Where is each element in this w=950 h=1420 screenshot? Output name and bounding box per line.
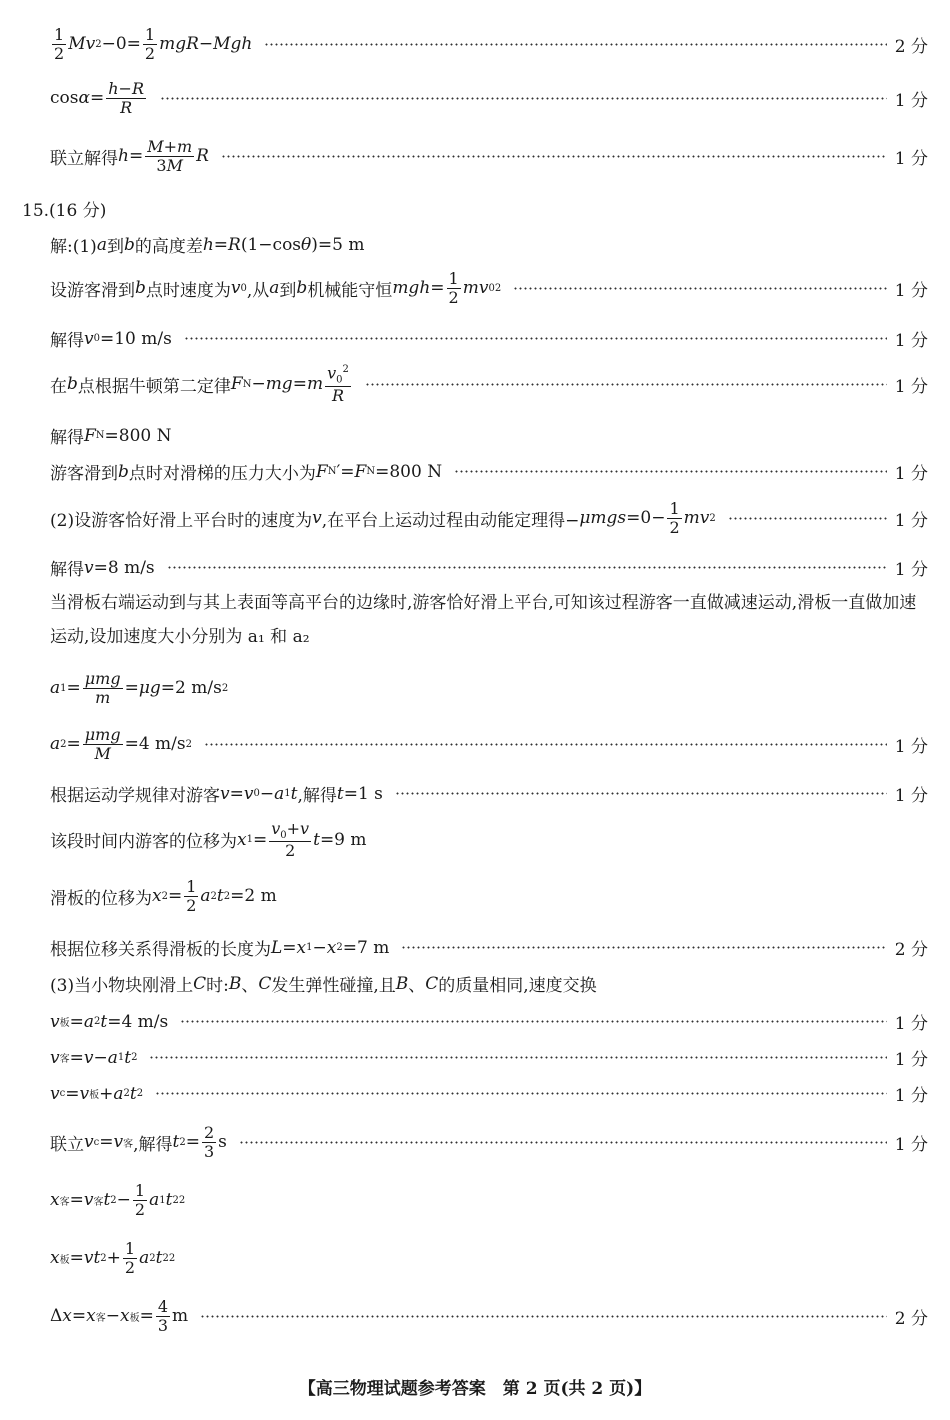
answer-expression: x 板 = vt 2 + $\frac{1}{2}$ a 2 t 2 2 [50,1239,176,1277]
score: 1 分 [894,280,928,301]
question-heading [22,196,928,221]
score: 1 分 [894,148,928,169]
answer-expression: 滑板的位移为 x 2 = $\frac{1}{2}$ a 2 t 2 =2 m [50,877,277,915]
answer-expression: 在 b 点根据牛顿第二定律 F N − mg = m $\frac{v_0^2}{R}$ [50,363,349,405]
answer-line [50,26,928,62]
score: 1 分 [894,1050,928,1070]
answer-expression: 解得 v 0 =10 m/s [50,328,172,351]
answer-line [50,781,928,806]
score: 1 分 [894,331,928,351]
answer-line [50,555,928,580]
score: 1 分 [894,1134,928,1155]
score: 1 分 [894,376,928,397]
answer-expression: (3)当小物块刚滑上 C 时: B 、 C 发生弹性碰撞,且 B 、 C 的质量相同,速度交换 [50,973,597,996]
answer-line [50,459,928,484]
answer-expression: Δ x = x 客 − x 板 = $\frac{4}{3}$ m [50,1297,189,1335]
score: 2 分 [894,36,928,57]
score: 1 分 [894,1014,928,1034]
answer-expression: 联立 v c = v 客 ,解得 t 2 = $\frac{2}{3}$ s [50,1123,227,1161]
answer-expression: (2)设游客恰好滑上平台时的速度为 v ,在平台上运动过程由动能定理得− μmgs =0− $\frac{1}{2}$ mv 2 [50,499,716,537]
answer-line [50,326,928,351]
score: 1 分 [894,736,928,757]
answer-expression: 解得 v =8 m/s [50,557,155,580]
answer-expression: 联立解得 h = $\frac{M+m}{3M}$ R [50,137,209,175]
answer-expression: 根据运动学规律对游客 v = v 0 − a 1 t ,解得 t =1 s [50,783,383,806]
score: 1 分 [894,464,928,484]
answer-expression: a 2 = $\frac{\text{μmg}}{M}$ =4 m/s 2 [50,725,192,763]
answer-line [50,1240,928,1276]
answer-expression: 游客滑到 b 点时对滑梯的压力大小为 F N ′= F N =800 N [50,461,443,484]
score: 2 分 [894,940,928,960]
answer-line [50,138,928,174]
answer-expression: 根据位移关系得滑板的长度为 L = x 1 − x 2 =7 m [50,937,390,960]
answer-line [50,1298,928,1334]
answer-line [50,820,928,860]
score: 1 分 [894,90,928,111]
answer-line [50,1081,928,1106]
answer-expression: 设游客滑到 b 点时速度为 v 0 ,从 a 到 b 机械能守恒 mgh = $\frac{1}{2}$ mv 0 2 [50,269,502,307]
answer-line [50,1045,928,1070]
score: 1 分 [894,1086,928,1106]
score: 1 分 [894,786,928,806]
answer-expression: v c = v 板 + a 2 t 2 [50,1083,144,1104]
answer-expression: v 板 = a 2 t =4 m/s [50,1011,169,1032]
answer-line [50,80,928,116]
answer-expression: 该段时间内游客的位移为 x 1 = $\frac{v_0+v}{2}$ t =9 m [50,819,367,861]
answer-line [50,1009,928,1034]
answer-line [50,1182,928,1218]
answer-line [50,670,928,706]
answer-line [50,726,928,762]
answer-expression: 解:(1) a 到 b 的高度差 h = R (1−cos θ )=5 m [50,234,365,257]
answer-expression: x 客 = v 客 t 2 − $\frac{1}{2}$ a 1 t 2 2 [50,1181,186,1219]
answer-line [50,935,928,960]
answer-line [50,270,928,306]
answer-line [50,1124,928,1160]
answer-line [50,232,928,257]
answer-expression: $\frac{1}{2}$ Mv 2 −0= $\frac{1}{2}$ mgR − Mgh [54,25,253,63]
answer-line [50,971,928,996]
page-footer: 【高三物理试题参考答案 第 2 页(共 2 页)】 [298,1379,652,1399]
score: 2 分 [894,1308,928,1329]
answer-expression: cos α = $\frac{h-R}{R}$ [50,79,144,117]
answer-line [50,500,928,536]
answer-line [50,878,928,914]
answer-line [50,423,928,448]
score: 1 分 [894,560,928,580]
score: 1 分 [894,510,928,531]
answer-expression: 15.(16 分) [22,201,107,221]
answer-expression: a 1 = $\frac{\text{μmg}}{m}$ = μg =2 m/s 2 [50,669,229,707]
answer-line [50,364,928,404]
answer-expression: 当滑板右端运动到与其上表面等高平台的边缘时,游客恰好滑上平台,可知该过程游客一直做减速运动,滑板一直做加速运动,设加速度大小分别为 a₁ 和 a₂ [50,593,917,647]
answer-expression: v 客 = v − a 1 t 2 [50,1047,138,1068]
answer-expression: 解得 F N =800 N [50,425,172,448]
answer-paragraph [50,586,928,654]
